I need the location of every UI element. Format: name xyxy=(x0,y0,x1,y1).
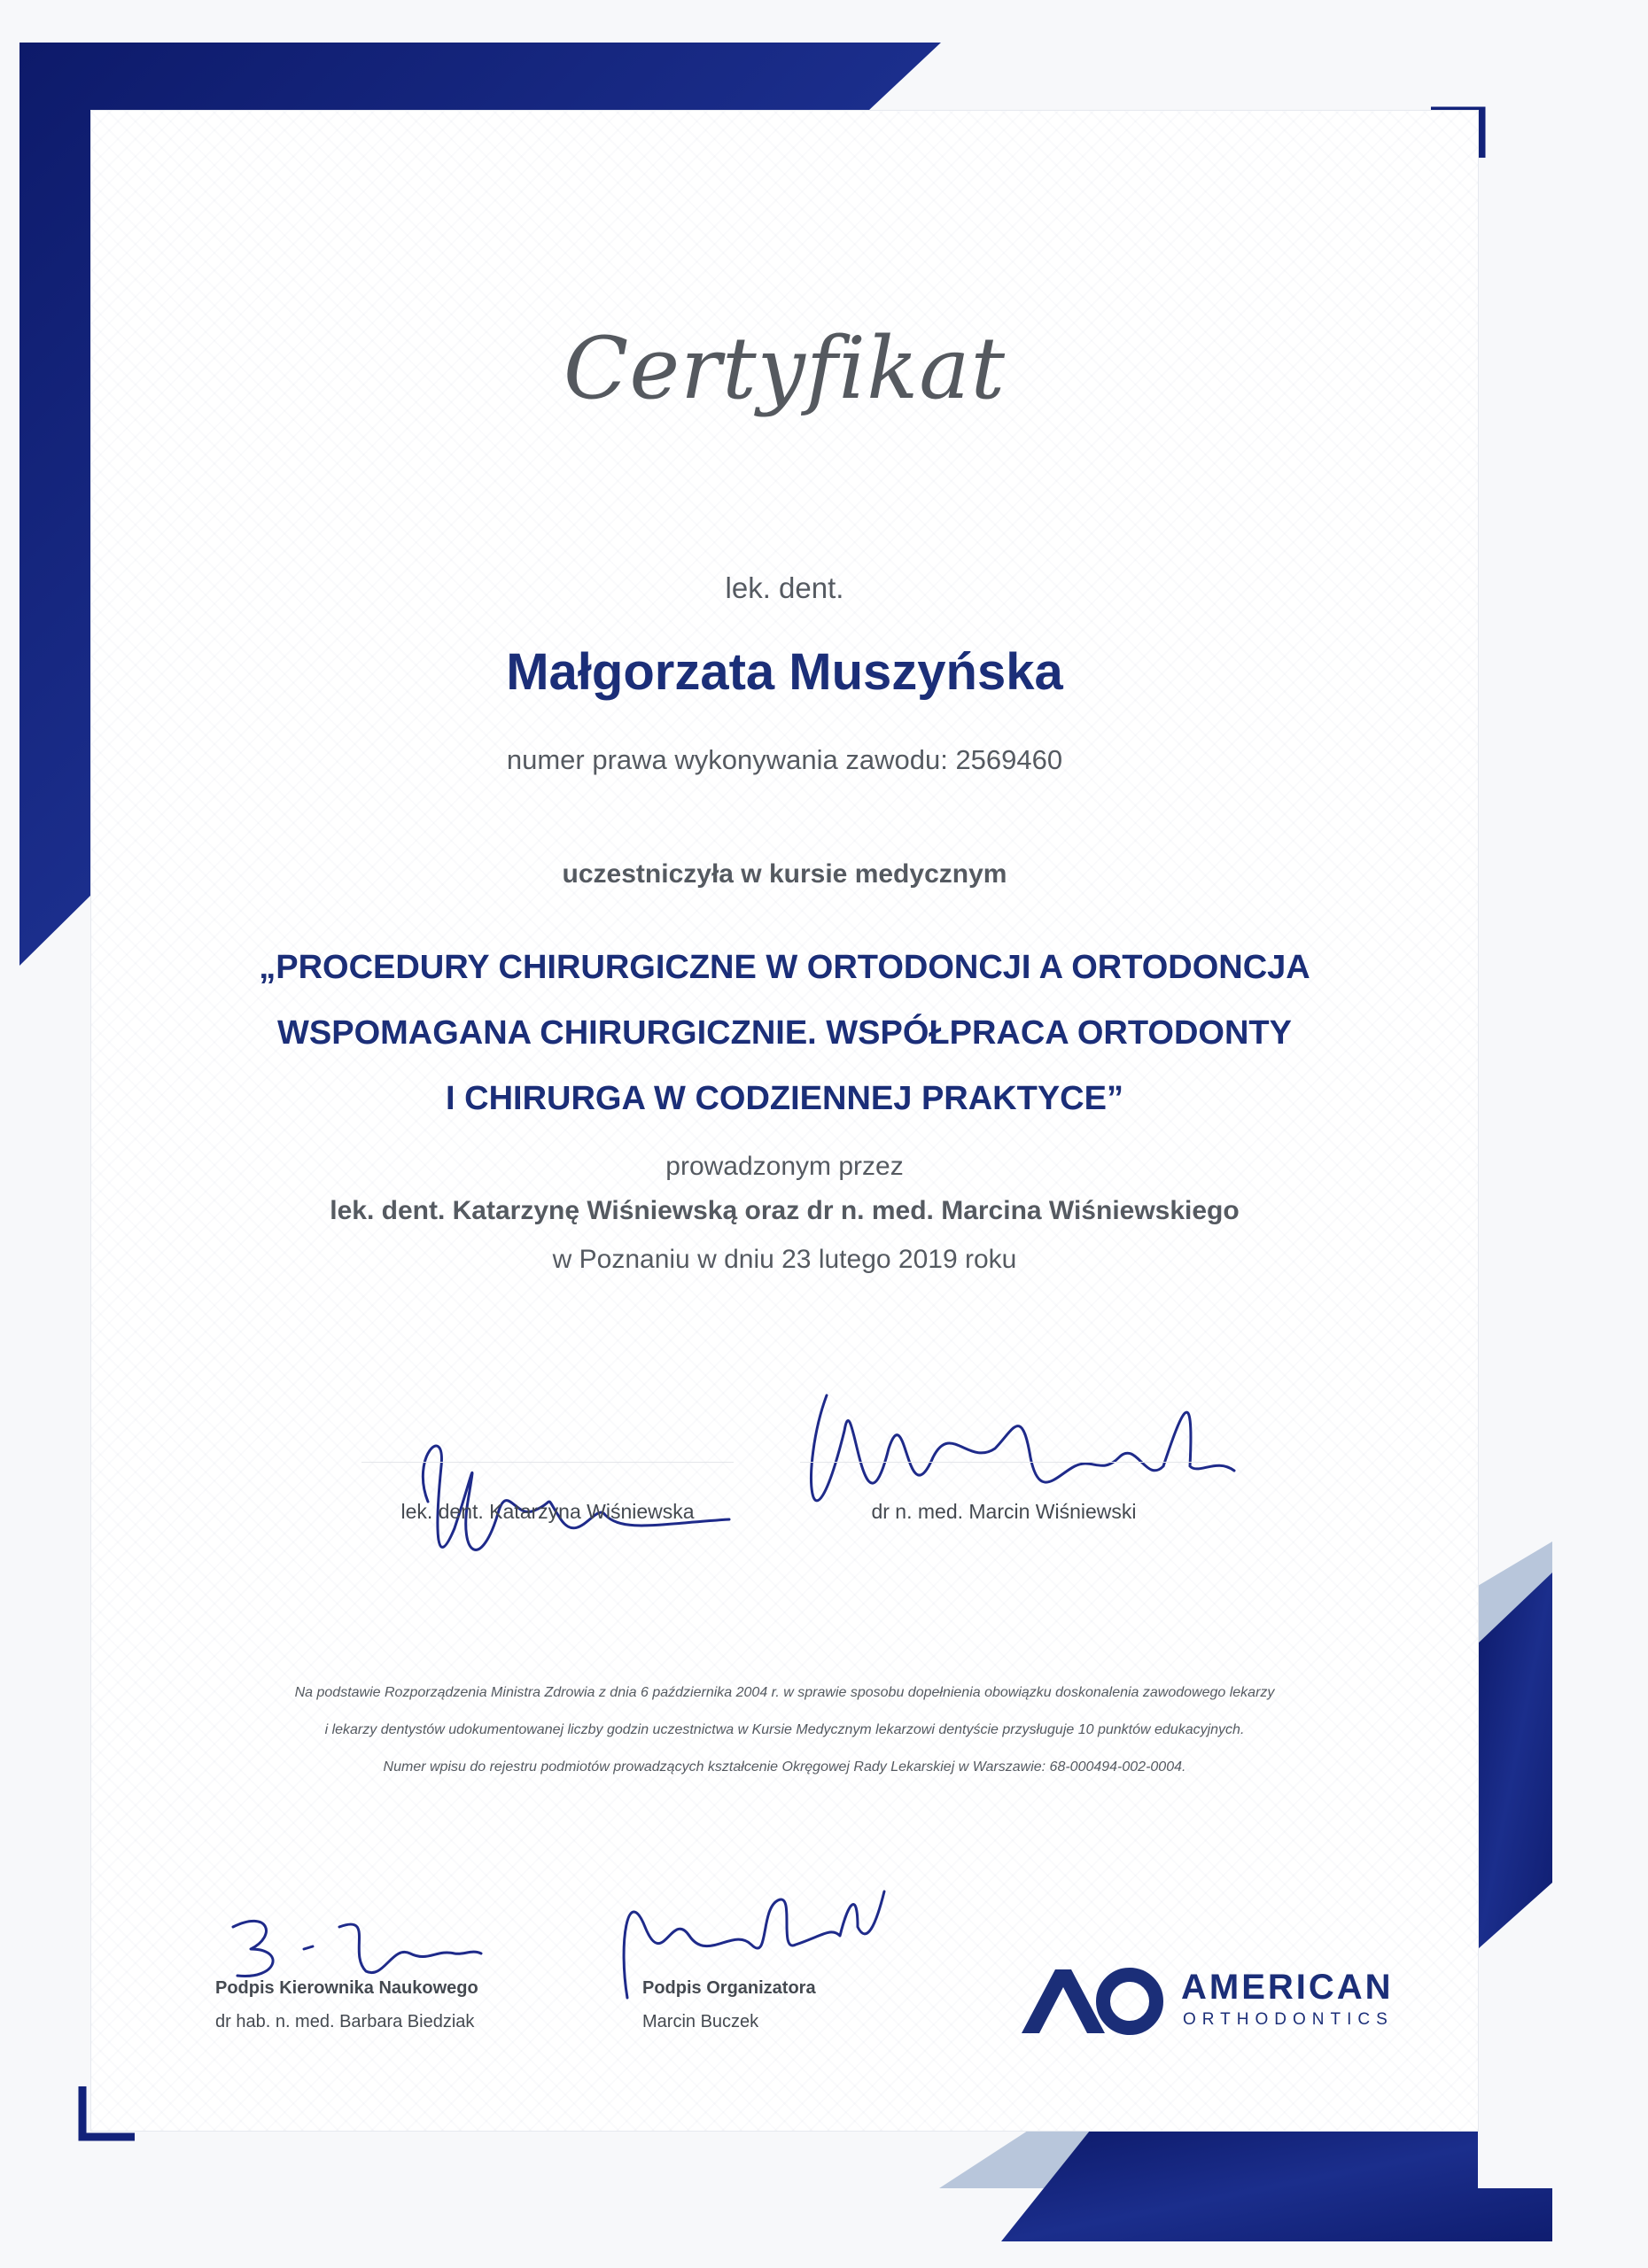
course-title xyxy=(91,935,1478,1131)
organizer-signature-label: Podpis Organizatora xyxy=(642,1978,816,1998)
recipient-prefix: lek. dent. xyxy=(725,571,844,604)
logo-subtitle: ORTHODONTICS xyxy=(1183,2010,1394,2029)
legal-notice xyxy=(91,1674,1478,1786)
bottom-navy-band xyxy=(1001,2131,1552,2241)
led-by-text: prowadzonym przez xyxy=(665,1152,904,1181)
signature-right xyxy=(791,1324,1287,1573)
american-orthodontics-logo xyxy=(1013,1962,1411,2042)
signature-name-left: lek. dent. Katarzyna Wiśniewska xyxy=(400,1500,695,1523)
logo-word: AMERICAN xyxy=(1181,1968,1394,2007)
ao-logo-mark xyxy=(1013,1962,1172,2042)
certificate-title: Certyfikat xyxy=(563,319,1007,418)
participation-text: uczestniczyła w kursie medycznym xyxy=(562,859,1007,889)
recipient-name: Małgorzata Muszyńska xyxy=(506,643,1063,701)
legal-line: Numer wpisu do rejestru podmiotów prowadzących kształcenie Okręgowej Rady Lekarskiej w Warszawie: 68-000494-002-0004. xyxy=(383,1759,1186,1775)
signature-left xyxy=(393,1369,765,1599)
license-number: numer prawa wykonywania zawodu: 2569460 xyxy=(506,744,1063,775)
signature-line-right xyxy=(800,1462,1208,1463)
instructors-text: lek. dent. Katarzynę Wiśniewską oraz dr n. med. Marcina Wiśniewskiego xyxy=(330,1196,1240,1225)
course-title-line: WSPOMAGANA CHIRURGICZNIE. WSPÓŁPRACA ORTODONTY xyxy=(277,1014,1292,1052)
course-title-line: „PROCEDURY CHIRURGICZNE W ORTODONCJI A ORTODONCJA xyxy=(259,949,1310,986)
course-title-line: I CHIRURGA W CODZIENNEJ PRAKTYCE” xyxy=(446,1080,1123,1117)
legal-line: i lekarzy dentystów udokumentowanej liczby godzin uczestnictwa w Kursie Medycznym lekarzowi dentyście przysługuje 10 punktów edukacyjnych. xyxy=(324,1722,1245,1737)
legal-line: Na podstawie Rozporządzenia Ministra Zdrowia z dnia 6 października 2004 r. w sprawie sposobu dopełnienia obowiązku doskonalenia zawodowego lekarzy xyxy=(294,1685,1275,1700)
signature-line-left xyxy=(361,1462,734,1463)
signature-name-right: dr n. med. Marcin Wiśniewski xyxy=(871,1500,1137,1523)
scientific-director-name: dr hab. n. med. Barbara Biedziak xyxy=(215,2012,475,2031)
place-date-text: w Poznaniu w dniu 23 lutego 2019 roku xyxy=(552,1245,1017,1274)
scientific-signature-label: Podpis Kierownika Naukowego xyxy=(215,1978,478,1998)
certificate-sheet xyxy=(91,111,1478,2131)
organizer-name: Marcin Buczek xyxy=(642,2012,759,2031)
